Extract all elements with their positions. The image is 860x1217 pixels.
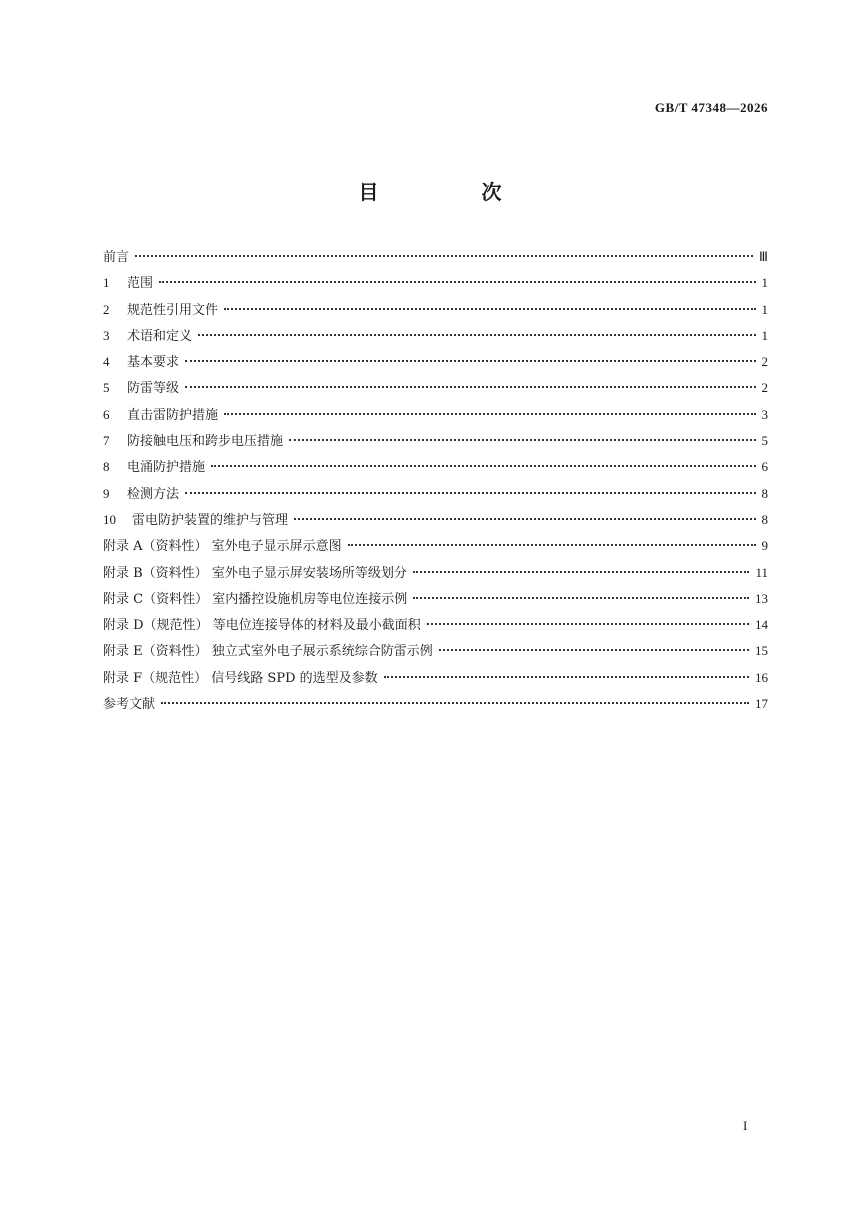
toc-entry-title: 前言: [103, 250, 130, 265]
toc-leader-dots: [427, 623, 749, 625]
toc-leader-dots: [224, 413, 755, 415]
toc-leader-dots: [135, 255, 753, 257]
toc-entry-page: 1: [761, 275, 768, 291]
toc-entry[interactable]: [103, 323, 768, 349]
toc-entry[interactable]: [103, 244, 768, 270]
toc-entry[interactable]: [103, 612, 768, 638]
toc-entry[interactable]: [103, 691, 768, 717]
toc-entry-title: 雷电防护装置的维护与管理: [132, 512, 289, 528]
toc-entry-title: 附录 A（资料性） 室外电子显示屏示意图: [103, 539, 342, 555]
toc-entry-page: 6: [761, 459, 768, 475]
toc-leader-dots: [185, 386, 755, 388]
standard-code: GB/T 47348—2026: [654, 100, 768, 115]
toc-entry-page: 8: [761, 485, 768, 501]
toc-entry-page: 11: [755, 564, 768, 580]
toc-entry[interactable]: [103, 638, 768, 664]
toc-leader-dots: [289, 439, 755, 441]
toc-entry-page: 8: [761, 511, 768, 527]
toc-entry-page: 13: [755, 590, 768, 606]
toc-leader-dots: [384, 676, 749, 678]
toc-entry-title: 附录 F（规范性） 信号线路 SPD 的选型及参数: [103, 670, 378, 686]
toc-entry-page: 3: [761, 406, 768, 422]
toc-entry-title: 附录 D（规范性） 等电位连接导体的材料及最小截面积: [103, 618, 421, 634]
page-number: I: [743, 1118, 748, 1133]
toc-entry-title: 电涌防护措施: [127, 460, 206, 476]
toc-entry[interactable]: [103, 428, 768, 454]
toc-entry-title: 检测方法: [127, 486, 180, 502]
toc-entry-number: 7: [103, 433, 110, 449]
toc-entry[interactable]: [103, 586, 768, 612]
toc-entry-title: 范围: [127, 276, 154, 292]
toc-entry-page: 2: [761, 380, 768, 396]
toc-leader-dots: [413, 597, 749, 599]
toc-leader-dots: [161, 702, 749, 704]
toc-title: 目 次: [358, 180, 550, 204]
toc-leader-dots: [198, 334, 755, 336]
toc-entry[interactable]: [103, 349, 768, 375]
toc-leader-dots: [439, 649, 749, 651]
toc-entry-page: 1: [761, 327, 768, 343]
toc-entry-number: 2: [103, 301, 110, 317]
toc-entry-number: 3: [103, 327, 110, 343]
toc-entry[interactable]: [103, 481, 768, 507]
toc-entry-title: 术语和定义: [127, 328, 193, 344]
toc-entry-title: 直击雷防护措施: [127, 407, 219, 423]
toc-leader-dots: [159, 281, 755, 283]
toc-entry[interactable]: [103, 297, 768, 323]
table-of-contents: [103, 244, 768, 717]
toc-entry-page: 17: [755, 696, 768, 712]
toc-entry-number: 4: [103, 354, 110, 370]
toc-entry[interactable]: [103, 270, 768, 296]
toc-leader-dots: [413, 571, 750, 573]
toc-entry-number: 10: [103, 511, 116, 527]
toc-leader-dots: [185, 492, 755, 494]
toc-leader-dots: [294, 518, 755, 520]
toc-entry-number: 5: [103, 380, 110, 396]
toc-entry-page: 15: [755, 643, 768, 659]
toc-entry-page: 2: [761, 354, 768, 370]
toc-entry-title: 规范性引用文件: [127, 302, 219, 318]
toc-entry[interactable]: [103, 665, 768, 691]
toc-entry-title: 防接触电压和跨步电压措施: [127, 434, 284, 450]
toc-leader-dots: [211, 465, 755, 467]
toc-entry[interactable]: [103, 454, 768, 480]
toc-entry-page: 14: [755, 617, 768, 633]
toc-entry[interactable]: [103, 507, 768, 533]
toc-entry[interactable]: [103, 560, 768, 586]
toc-entry-page: 1: [761, 301, 768, 317]
toc-leader-dots: [224, 308, 755, 310]
toc-entry-page: 9: [761, 538, 768, 554]
toc-entry-number: 6: [103, 406, 110, 422]
toc-entry-title: 附录 C（资料性） 室内播控设施机房等电位连接示例: [103, 591, 408, 607]
toc-entry[interactable]: [103, 375, 768, 401]
toc-leader-dots: [185, 360, 755, 362]
toc-entry-title: 基本要求: [127, 355, 180, 371]
toc-leader-dots: [348, 544, 756, 546]
toc-entry-number: 1: [103, 275, 110, 291]
toc-entry-number: 9: [103, 485, 110, 501]
toc-entry-page: 16: [755, 669, 768, 685]
toc-entry-number: 8: [103, 459, 110, 475]
toc-entry-title: 防雷等级: [127, 381, 180, 397]
toc-entry[interactable]: [103, 402, 768, 428]
toc-entry-page: Ⅲ: [759, 249, 768, 264]
toc-entry-title: 附录 E（资料性） 独立式室外电子展示系统综合防雷示例: [103, 644, 433, 660]
toc-entry-title: 附录 B（资料性） 室外电子显示屏安装场所等级划分: [103, 565, 407, 581]
toc-entry[interactable]: [103, 533, 768, 559]
toc-entry-title: 参考文献: [103, 697, 156, 713]
toc-entry-page: 5: [761, 433, 768, 449]
